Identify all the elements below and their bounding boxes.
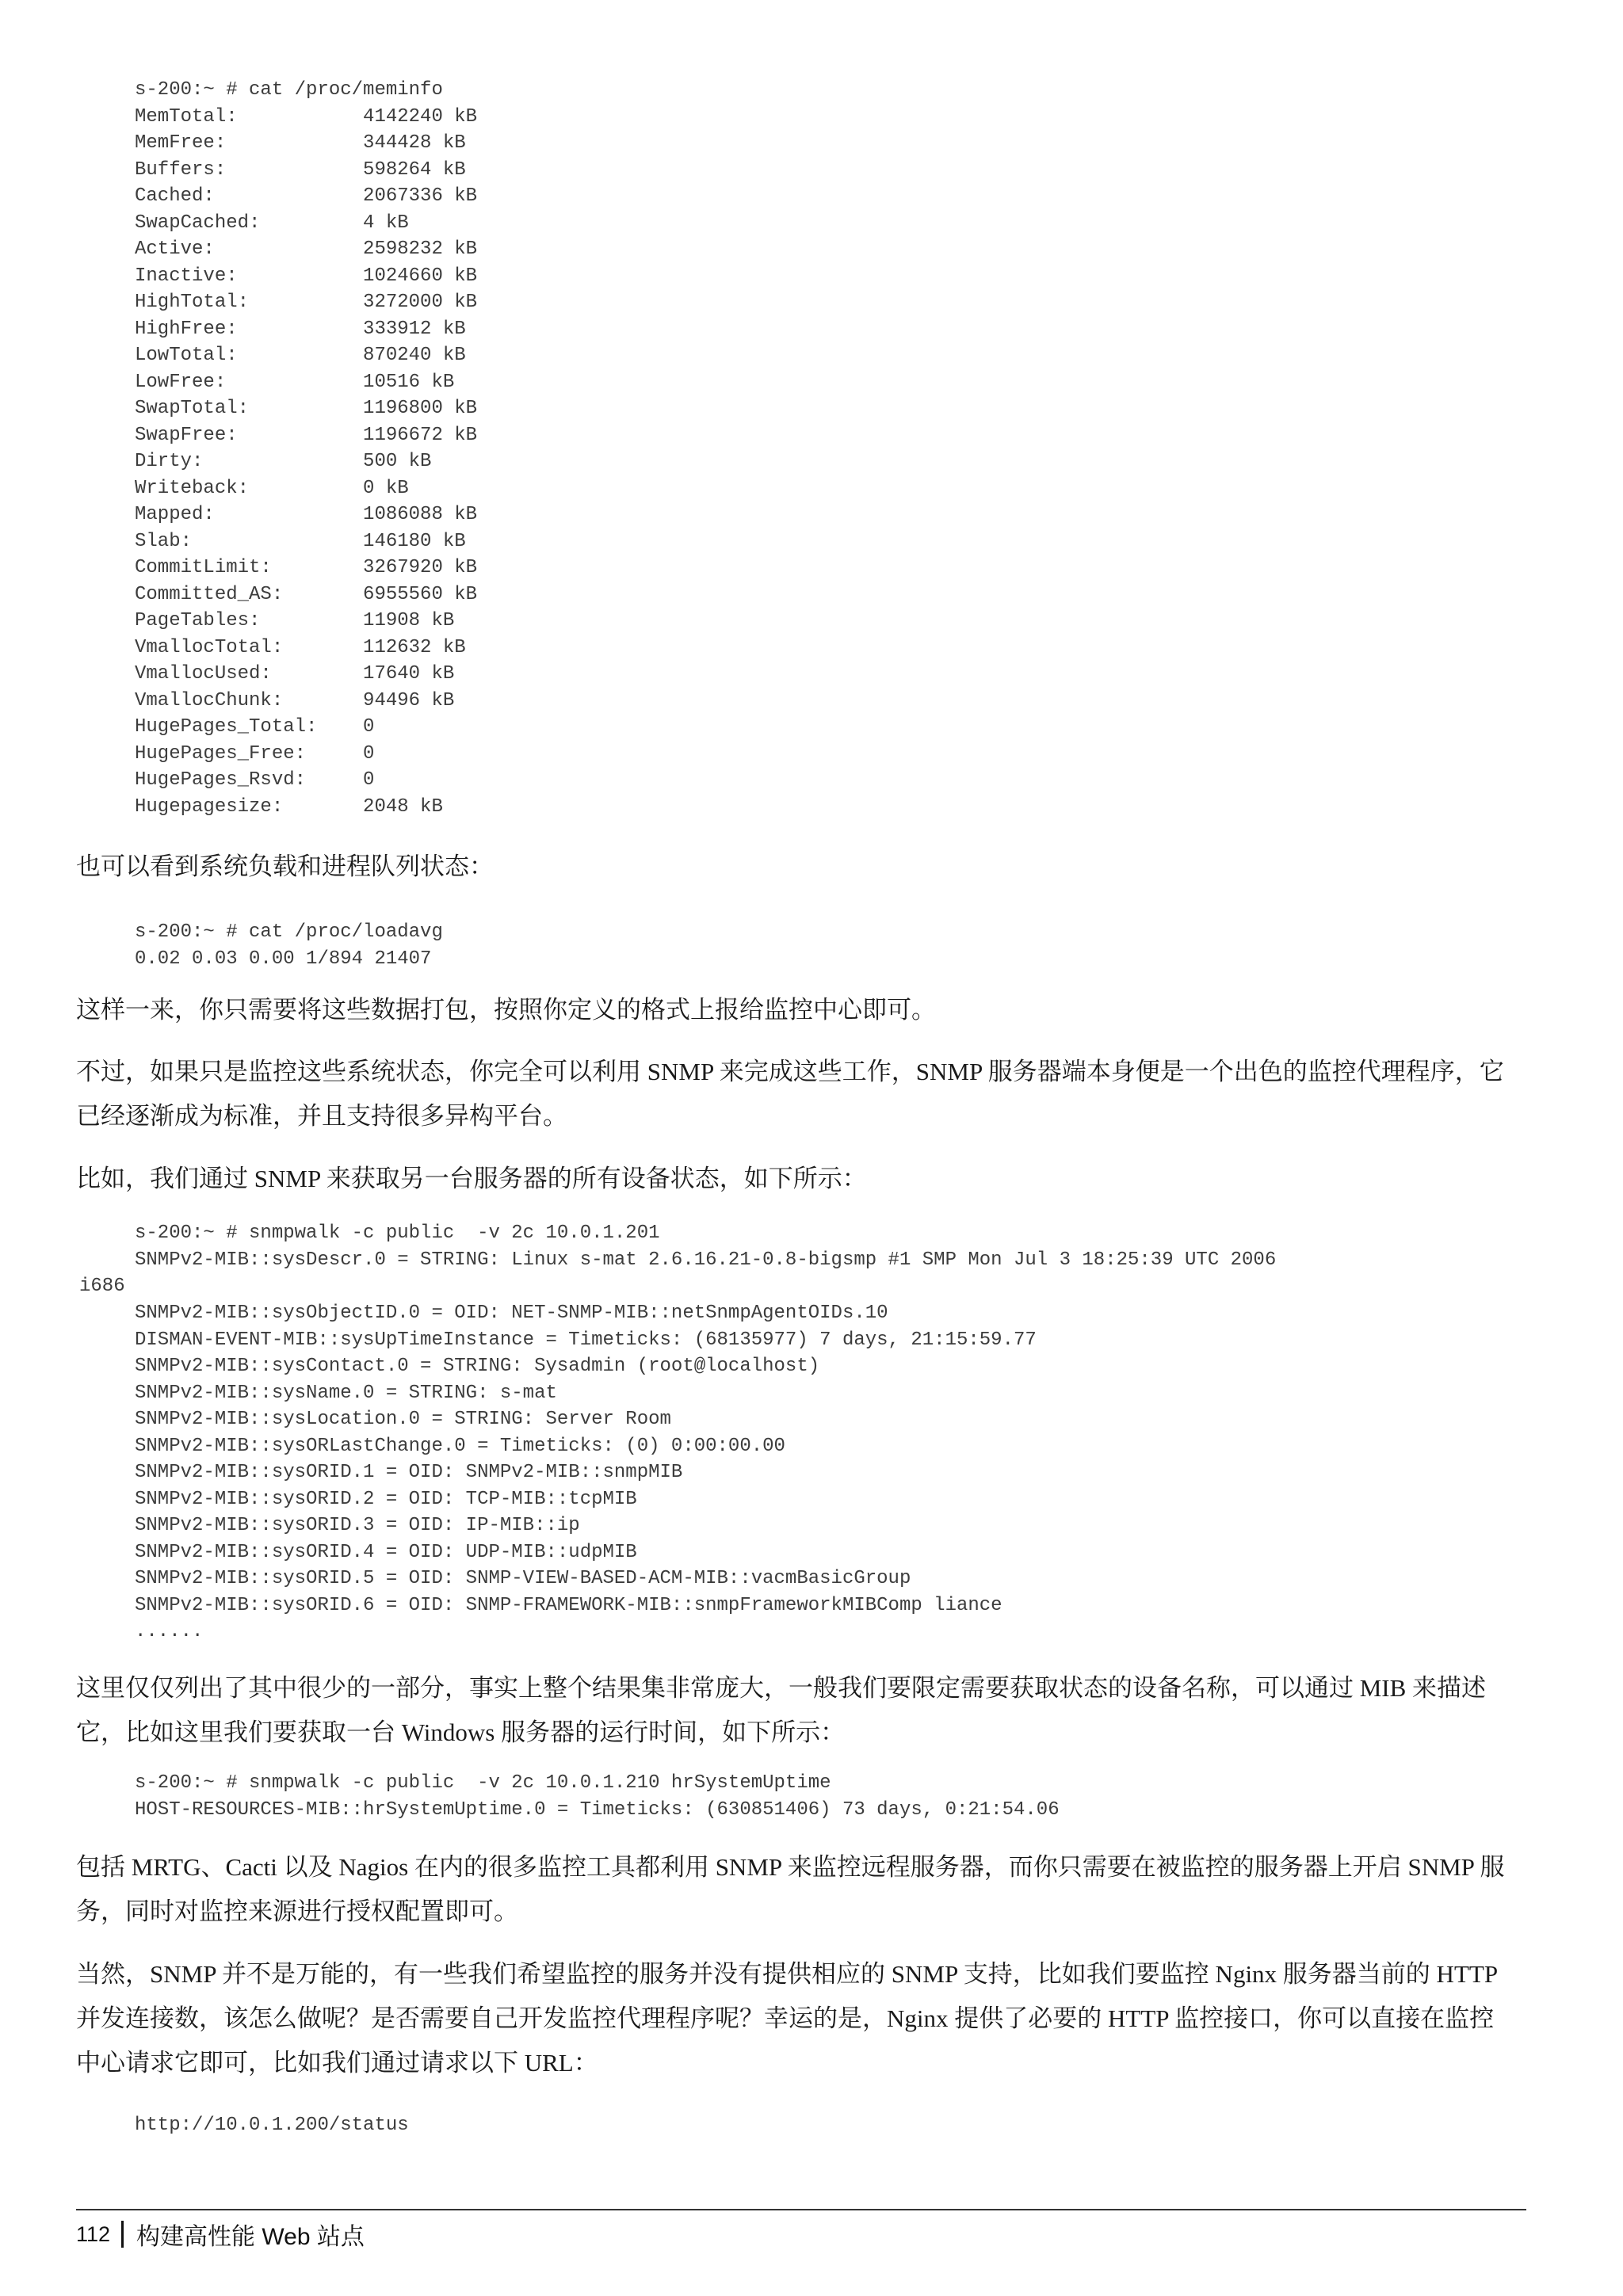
code-block-snmpwalk-rest: SNMPv2-MIB::sysObjectID.0 = OID: NET-SNMP-MIB::netSnmpAgentOIDs.10 DISMAN-EVENT-MIB::sysUpTimeInstance = Timeticks: (68135977) 7 days, 21:15:59.77 SNMPv2-MIB::sysContact.0 = STRING: Sysadmin (root@localhost) SNMPv2-MIB::sysName.0 = STRING: s-mat SNMPv2-MIB::sysLocation.0 = STRING: Server Room SNMPv2-MIB::sysORLastChange.0 = Timeticks: (0) 0:00:00.00 SNMPv2-MIB::sysORID.1 = OID: SNMPv2-MIB::snmpMIB SNMPv2-MIB::sysORID.2 = OID: TCP-MIB::tcpMIB SNMPv2-MIB::sysORID.3 = OID: IP-MIB::ip SNMPv2-MIB::sysORID.4 = OID: UDP-MIB::udpMIB SNMPv2-MIB::sysORID.5 = OID: SNMP-VIEW-BASED-ACM-MIB::vacmBasicGroup SNMPv2-MIB::sysORID.6 = OID: SNMP-FRAMEWORK-MIB::snmpFrameworkMIBComp liance ...... (135, 1302, 1037, 1642)
paragraph-loadavg-intro: 也可以看到系统负载和进程队列状态： (76, 852, 494, 880)
code-block-snmpwalk: s-200:~ # snmpwalk -c public -v 2c 10.0.1.201 SNMPv2-MIB::sysDescr.0 = STRING: Linux s-mat 2.6.16.21-0.8-bigsmp #1 SMP Mon Jul 3 18:25:39 UTC 2006 (135, 1222, 1277, 1271)
code-block-uptime: s-200:~ # snmpwalk -c public -v 2c 10.0.1.210 hrSystemUptime HOST-RESOURCES-MIB::hrSystemUptime.0 = Timeticks: (630851406) 73 days, 0:21:54.06 (135, 1772, 1060, 1821)
paragraph-report: 这样一来，你只需要将这些数据打包，按照你定义的格式上报给监控中心即可。 (76, 996, 936, 1024)
paragraph-mib: 这里仅仅列出了其中很少的一部分，事实上整个结果集非常庞大，一般我们要限定需要获取状态的设备名称，可以通过 MIB 来描述它，比如这里我们要获取一台 Windows 服务器的运行时间，如下所示： (76, 1674, 1487, 1746)
code-block-meminfo: s-200:~ # cat /proc/meminfo MemTotal: 4142240 kB MemFree: 344428 kB Buffers: 598264 kB Cached: 2067336 kB SwapCached: 4 kB Active: 2598232 kB Inactive: 1024660 kB HighTotal: 3272000 kB HighFree: 333912 kB LowTotal: 870240 kB LowFree: 10516 kB SwapTotal: 1196800 kB SwapFree: 1196672 kB Dirty: 500 kB Writeback: 0 kB Mapped: 1086088 kB Slab: 146180 kB CommitLimit: 3267920 kB Committed_AS: 6955560 kB PageTables: 11908 kB VmallocTotal: 112632 kB VmallocUsed: 17640 kB VmallocChunk: 94496 kB HugePages_Total: 0 HugePages_Free: 0 HugePages_Rsvd: 0 Hugepagesize: 2048 kB (135, 79, 478, 818)
page-number: 112 (76, 2222, 111, 2246)
paragraph-snmpwalk-intro: 比如，我们通过 SNMP 来获取另一台服务器的所有设备状态，如下所示： (76, 1165, 867, 1192)
code-block-url: http://10.0.1.200/status (135, 2115, 409, 2136)
paragraph-snmp: 不过，如果只是监控这些系统状态，你完全可以利用 SNMP 来完成这些工作，SNMP 服务器端本身便是一个出色的监控代理程序，它已经逐渐成为标准，并且支持很多异构平台。 (76, 1058, 1504, 1130)
paragraph-tools: 包括 MRTG、Cacti 以及 Nagios 在内的很多监控工具都利用 SNMP 来监控远程服务器，而你只需要在被监控的服务器上开启 SNMP 服务，同时对监控来源进行授权配置即可。 (76, 1853, 1505, 1925)
code-block-snmpwalk-wrap: i686 (79, 1276, 125, 1297)
footer-rule (76, 2209, 1526, 2210)
footer-separator (121, 2221, 124, 2248)
paragraph-nginx: 当然，SNMP 并不是万能的，有一些我们希望监控的服务并没有提供相应的 SNMP 支持，比如我们要监控 Nginx 服务器当前的 HTTP 并发连接数，该怎么做呢？是否需要自己开发监控代理程序呢？幸运的是，Nginx 提供了必要的 HTTP 监控接口，你可以直接在监控中心请求它即可，比如我们通过请求以下 URL： (76, 1960, 1497, 2077)
page-footer (76, 2218, 365, 2250)
code-block-loadavg: s-200:~ # cat /proc/loadavg 0.02 0.03 0.00 1/894 21407 (135, 921, 443, 970)
book-title: 构建高性能 Web 站点 (136, 2224, 365, 2250)
